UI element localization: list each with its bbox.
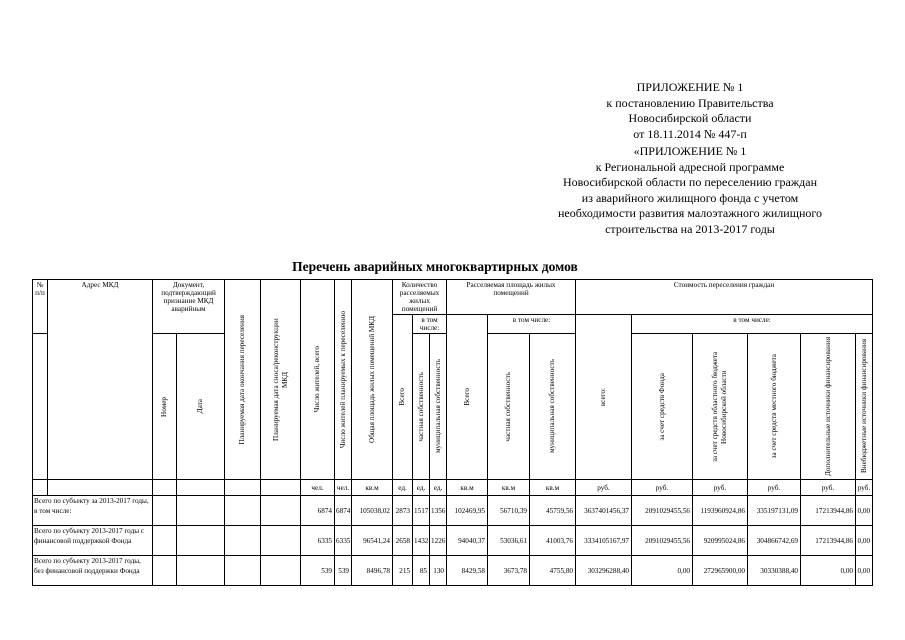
row-blank — [225, 496, 261, 526]
document-title: Перечень аварийных многоквартирных домов — [292, 259, 578, 274]
row-value: 85 — [413, 556, 430, 586]
row-blank — [225, 556, 261, 586]
units-blank — [225, 480, 261, 496]
units-blank — [261, 480, 301, 496]
unit-cell: кв.м — [447, 480, 488, 496]
header-cost-fund: за счет средств Фонда — [632, 334, 693, 480]
header-area-group: Расселяемая площадь жилых помещений — [447, 280, 576, 315]
unit-cell: чел. — [335, 480, 352, 496]
row-blank — [153, 496, 177, 526]
row-value: 303296288,40 — [576, 556, 632, 586]
row-value: 0,00 — [632, 556, 693, 586]
table-row — [33, 526, 873, 556]
row-value: 920995024,86 — [693, 526, 748, 556]
row-value: 6874 — [301, 496, 335, 526]
row-value: 8496,78 — [352, 556, 393, 586]
header-cost-incl: в том числе: — [632, 315, 873, 334]
header-line: из аварийного жилищного фонда с учетом — [581, 190, 799, 205]
header-cost-total: всего: — [576, 315, 632, 480]
header-line: ПРИЛОЖЕНИЕ № 1 — [636, 80, 744, 94]
table-row — [33, 496, 873, 526]
header-num-blank — [33, 334, 48, 480]
header-line: Новосибирской области — [628, 111, 752, 125]
header-line: «ПРИЛОЖЕНИЕ № 1 — [633, 144, 747, 158]
row-blank — [153, 556, 177, 586]
row-value: 335197131,09 — [748, 496, 801, 526]
header-line: строительства на 2013-2017 годы — [605, 221, 775, 236]
header-line: от 18.11.2014 № 447-п — [633, 126, 747, 141]
row-blank — [261, 526, 301, 556]
header-line: Новосибирской области по переселению граждан — [562, 175, 817, 189]
header-rooms-municipal: муниципальная собственность — [430, 334, 447, 480]
appendix-header — [520, 80, 860, 237]
unit-cell: кв.м — [530, 480, 576, 496]
header-cost-additional: Дополнительные источники финансирования — [801, 334, 856, 480]
header-residents-total: Число жителей, всего — [301, 280, 335, 480]
header-cost-group: Стоимость переселения граждан — [576, 280, 873, 315]
row-value: 41003,76 — [530, 526, 576, 556]
unit-cell: ед. — [413, 480, 430, 496]
row-value: 53036,61 — [488, 526, 530, 556]
row-value: 1517 — [413, 496, 430, 526]
header-address: Адрес МКД — [48, 280, 153, 480]
row-value: 0,00 — [856, 556, 873, 586]
row-value: 3673,78 — [488, 556, 530, 586]
row-value: 272965900,00 — [693, 556, 748, 586]
row-blank — [177, 556, 225, 586]
row-label: Всего по субъекту 2013-2017 годы с финансовой поддержкой Фонда — [33, 526, 153, 556]
unit-cell: руб. — [748, 480, 801, 496]
unit-cell: кв.м — [352, 480, 393, 496]
unit-cell: ед. — [430, 480, 447, 496]
header-num: № п/п — [33, 280, 48, 334]
row-blank — [177, 496, 225, 526]
units-blank — [48, 480, 153, 496]
header-rooms-group: Количество расселяемых жилых помещений — [393, 280, 447, 315]
header-area-municipal: муниципальная собственность — [530, 334, 576, 480]
header-cost-regional: за счет средств областного бюджета Новосибирской области — [693, 334, 748, 480]
emergency-houses-table — [32, 279, 873, 586]
header-cost-extrabudget: Внебюджетные источники финансирования — [856, 334, 873, 480]
header-document: Документ, подтверждающий признание МКД аварийным — [153, 280, 225, 334]
row-value: 6335 — [301, 526, 335, 556]
unit-cell: ед. — [393, 480, 413, 496]
unit-cell: кв.м — [488, 480, 530, 496]
row-value: 17213944,86 — [801, 526, 856, 556]
row-value: 215 — [393, 556, 413, 586]
unit-cell: руб. — [801, 480, 856, 496]
header-line: к Региональной адресной программе — [595, 159, 785, 174]
unit-cell: руб. — [856, 480, 873, 496]
row-value: 1356 — [430, 496, 447, 526]
unit-cell: руб. — [693, 480, 748, 496]
unit-cell: руб. — [576, 480, 632, 496]
row-value: 94040,37 — [447, 526, 488, 556]
row-value: 17213944,86 — [801, 496, 856, 526]
row-value: 30330388,40 — [748, 556, 801, 586]
header-cost-local: за счет средств местного бюджета — [748, 334, 801, 480]
row-value: 6335 — [335, 526, 352, 556]
header-rooms-incl: в том числе: — [413, 315, 447, 334]
row-blank — [261, 556, 301, 586]
header-area-incl: в том числе: — [488, 315, 576, 334]
row-value: 0,00 — [856, 526, 873, 556]
row-value: 56710,39 — [488, 496, 530, 526]
header-rooms-total: Всего — [393, 315, 413, 480]
header-planned-end-date: Планируемая дата окончания переселения — [225, 280, 261, 480]
row-value: 1226 — [430, 526, 447, 556]
row-value: 1432 — [413, 526, 430, 556]
row-value: 3334105167,97 — [576, 526, 632, 556]
row-value: 45759,56 — [530, 496, 576, 526]
header-planned-demolition-date: Планируемая дата сноса/реконструкции МКД — [261, 280, 301, 480]
row-value: 105038,02 — [352, 496, 393, 526]
row-value: 96541,24 — [352, 526, 393, 556]
row-value: 0,00 — [856, 496, 873, 526]
header-area-private: частная собственность — [488, 334, 530, 480]
row-blank — [225, 526, 261, 556]
row-value: 8429,58 — [447, 556, 488, 586]
row-label: Всего по субъекту за 2013-2017 годы, в том числе: — [33, 496, 153, 526]
header-rooms-private: частная собственность — [413, 334, 430, 480]
row-value: 6874 — [335, 496, 352, 526]
header-doc-date: Дата — [177, 334, 225, 480]
row-value: 130 — [430, 556, 447, 586]
row-blank — [261, 496, 301, 526]
units-blank — [33, 480, 48, 496]
units-blank — [153, 480, 177, 496]
row-value: 4755,80 — [530, 556, 576, 586]
table-row — [33, 556, 873, 586]
row-value: 3637401456,37 — [576, 496, 632, 526]
header-line: к постановлению Правительства — [606, 95, 774, 110]
header-area-total: Всего — [447, 315, 488, 480]
row-value: 304866742,69 — [748, 526, 801, 556]
row-value: 2091029455,56 — [632, 526, 693, 556]
row-blank — [177, 526, 225, 556]
row-value: 2091029455,56 — [632, 496, 693, 526]
row-value: 539 — [301, 556, 335, 586]
row-value: 2658 — [393, 526, 413, 556]
unit-cell: чел. — [301, 480, 335, 496]
row-value: 0,00 — [801, 556, 856, 586]
header-line: необходимости развития малоэтажного жилищного — [557, 206, 823, 220]
row-blank — [153, 526, 177, 556]
row-value: 2873 — [393, 496, 413, 526]
header-total-area: Общая площадь жилых помещений МКД — [352, 280, 393, 480]
row-value: 539 — [335, 556, 352, 586]
unit-cell: руб. — [632, 480, 693, 496]
header-residents-planned: Число жителей планируемых к переселению — [335, 280, 352, 480]
row-label: Всего по субъекту 2013-2017 годы, без финансовой поддержки Фонда — [33, 556, 153, 586]
row-value: 1193960924,86 — [693, 496, 748, 526]
header-doc-number: Номер — [153, 334, 177, 480]
units-blank — [177, 480, 225, 496]
row-value: 102469,95 — [447, 496, 488, 526]
